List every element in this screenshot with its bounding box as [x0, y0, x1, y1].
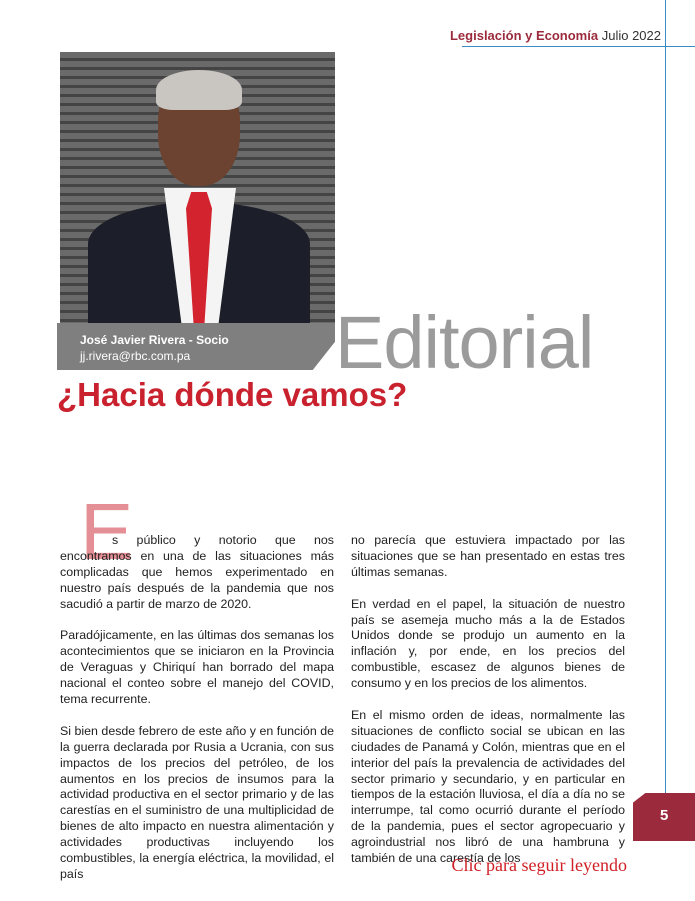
continue-reading-link[interactable]: Clic para seguir leyendo — [451, 855, 627, 875]
header-rule — [462, 46, 695, 47]
section-title: Editorial — [335, 301, 594, 384]
running-header — [450, 28, 661, 43]
vertical-rule — [665, 0, 666, 793]
publication-name: Legislación y Economía — [449, 28, 599, 43]
article-column-2 — [351, 533, 625, 883]
author-name: José Javier Rivera - Socio — [80, 333, 229, 347]
drop-cap: E — [80, 487, 134, 576]
paragraph: no parecía que estuviera impactado por las situaciones que se han presentado en estas tres últimas semanas. — [351, 533, 625, 579]
page-number: 5 — [660, 807, 669, 824]
issue-date: Julio 2022 — [601, 28, 661, 43]
paragraph: En verdad en el papel, la situación de nuestro país se asemeja mucho más a la de Estados Unidos donde se produjo un aumento en la inflación y, por ende, en los precios del combustible, escasez de algunos bienes de consumo y en los precios de los alimentos. — [351, 596, 625, 691]
paragraph: Si bien desde febrero de este año y en función de la guerra declarada por Rusia a Ucrania, con sus impactos de los precios del petróleo, de los aumentos en los precios de insumos para la actividad productiva en el sector primario y de las carestías en el suministro de una multiplicidad de bienes de alto impacto en nuestra alimentación y actividades productivas incluyendo los combustibles, la energía eléctrica, la movilidad, el país — [60, 723, 334, 881]
paragraph: En el mismo orden de ideas, normalmente las situaciones de conflicto social se ubican en las ciudades de Panamá y Colón, mientras que en el interior del país la prevalencia de actividades del sector primario y secundario, y en particular en tiempos de la estación lluviosa, el día a día no se interrumpe, tal como ocurrió durante el período de la pandemia, pues el sector agropecuario y agroindustrial nos libró de una hambruna y también de una carestía de los — [351, 707, 625, 866]
author-email: jj.rivera@rbc.com.pa — [80, 349, 191, 363]
paragraph: Paradójicamente, en las últimas dos semanas los acontecimientos que se iniciaron en la Provincia de Veraguas y Chiriquí han borrado del mapa nacional el conteo sobre el manejo del COVID, tema recurrente. — [60, 628, 334, 707]
article-headline: ¿Hacia dónde vamos? — [57, 376, 408, 413]
paragraph: s público y notorio que nos encontramos en una de las situaciones más complicadas que hemos experimentado en nuestro país después de la pandemia que nos sacudió a partir de marzo de 2020. — [60, 533, 334, 611]
article-column-1 — [60, 533, 334, 899]
author-photo — [60, 52, 335, 328]
